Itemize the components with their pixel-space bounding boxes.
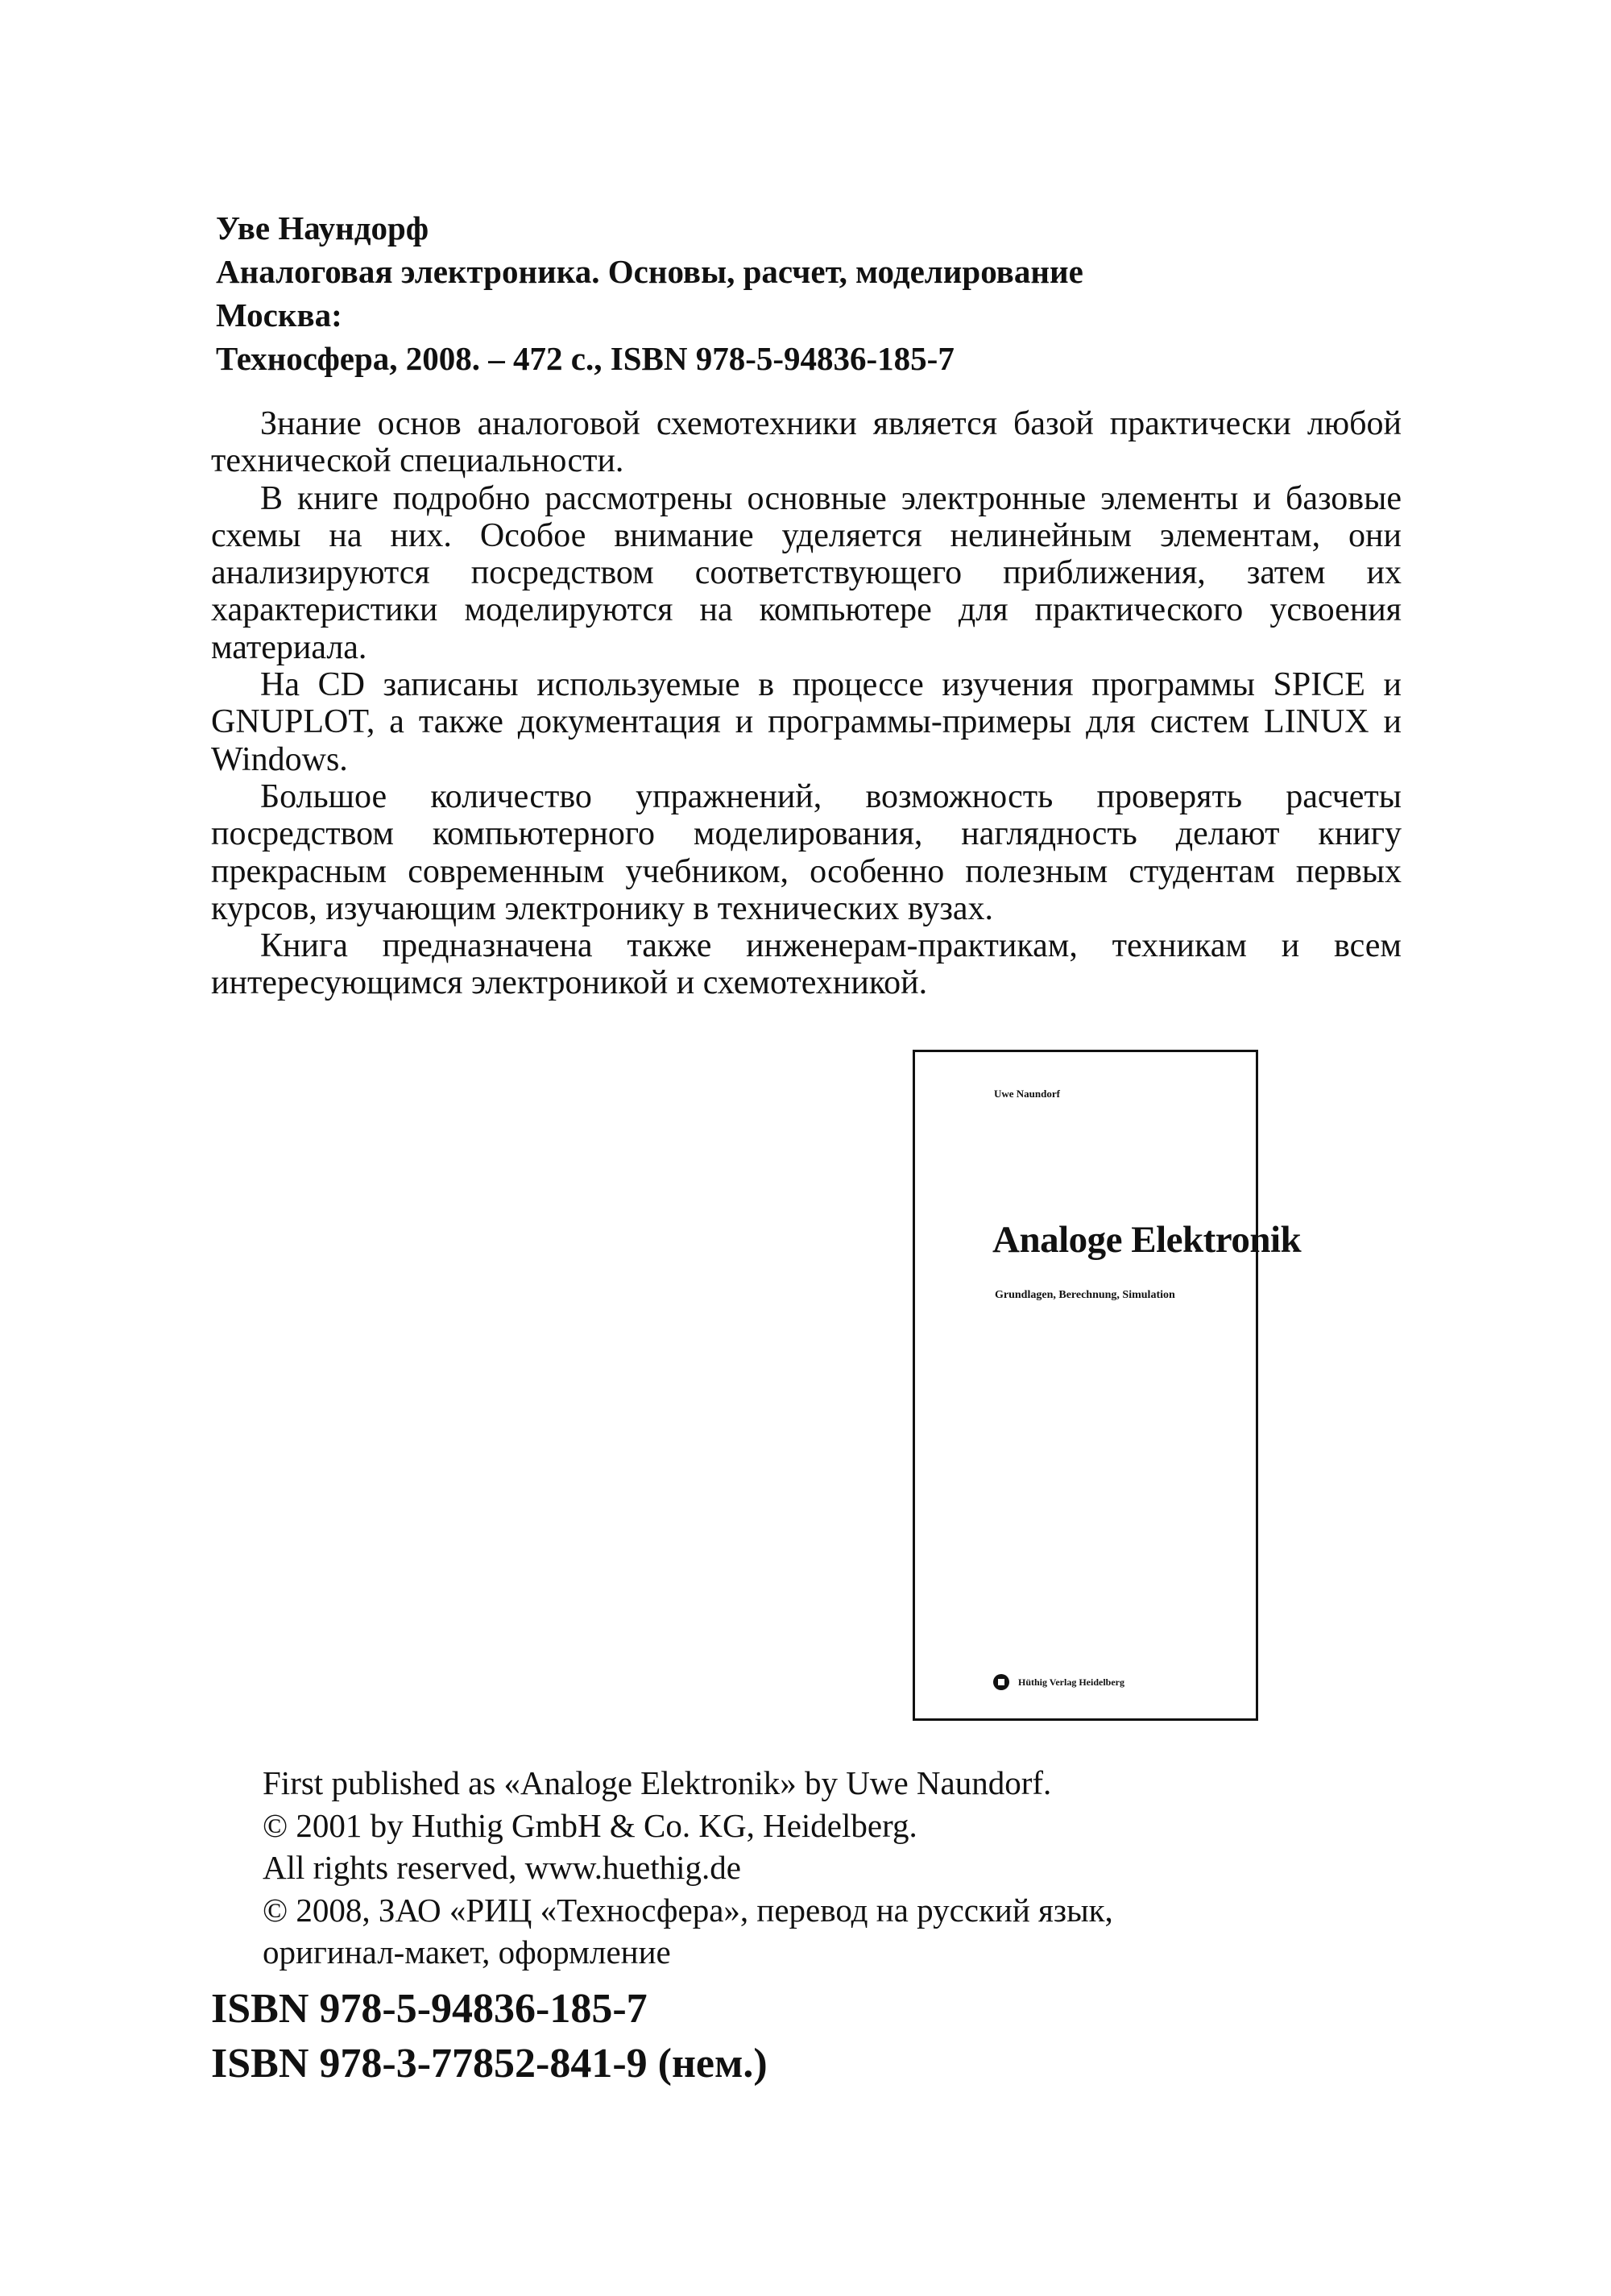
annotation-paragraph: На CD записаны используемые в процессе изучения программы SPICE и GNUPLOT, а также документация и программы-примеры для систем LINUX и Windows. — [211, 666, 1402, 778]
copyright-notice — [263, 1762, 1390, 1974]
book-title: Аналоговая электроника. Основы, расчет, моделирование — [216, 253, 1083, 290]
publisher-name: Hüthig Verlag Heidelberg — [1018, 1676, 1124, 1688]
copyright-line: First published as «Analoge Elektronik» by Uwe Naundorf. — [263, 1764, 1052, 1801]
cover-subtitle: Grundlagen, Berechnung, Simulation — [995, 1289, 1175, 1301]
annotation-paragraph: Книга предназначена также инженерам-практикам, техникам и всем интересующимся электроникой и схемотехникой. — [211, 927, 1402, 1002]
original-cover-image — [913, 1050, 1302, 1721]
publisher-logo-icon — [992, 1673, 1010, 1691]
copyright-line: © 2001 by Huthig GmbH & Co. KG, Heidelberg. — [263, 1806, 917, 1844]
book-annotation — [211, 405, 1402, 1002]
annotation-paragraph: В книге подробно рассмотрены основные электронные элементы и базовые схемы на них. Особое внимание уделяется нелинейным элементам, они анализируются посредством соответствующего приближения, затем их характеристики моделируются на компьютере для практического усвоения материала. — [211, 479, 1402, 666]
copyright-line: © 2008, ЗАО «РИЦ «Техносфера», перевод на русский язык, — [263, 1891, 1113, 1929]
isbn-block — [211, 1982, 1339, 2091]
bibliographic-header — [216, 206, 1424, 380]
isbn-german: ISBN 978-3-77852-841-9 (нем.) — [211, 2041, 768, 2087]
cover-title: Analoge Elektronik — [992, 1219, 1302, 1261]
cover-author: Uwe Naundorf — [994, 1088, 1060, 1100]
copyright-line: All rights reserved, www.huethig.de — [263, 1849, 741, 1886]
copyright-line: оригинал-макет, оформление — [263, 1933, 671, 1971]
publication-city: Москва: — [216, 296, 342, 334]
author-name: Уве Наундорф — [216, 209, 429, 247]
cover-publisher — [992, 1673, 1124, 1691]
isbn-russian: ISBN 978-5-94836-185-7 — [211, 1986, 648, 2032]
publication-imprint: Техносфера, 2008. – 472 с., ISBN 978-5-94836-185-7 — [216, 340, 955, 377]
annotation-paragraph: Знание основ аналоговой схемотехники является базой практически любой технической специальности. — [211, 405, 1402, 480]
annotation-paragraph: Большое количество упражнений, возможность проверять расчеты посредством компьютерного моделирования, наглядность делают книгу прекрасным современным учебником, особенно полезным студентам первых курсов, изучающим электронику в технических вузах. — [211, 777, 1402, 927]
